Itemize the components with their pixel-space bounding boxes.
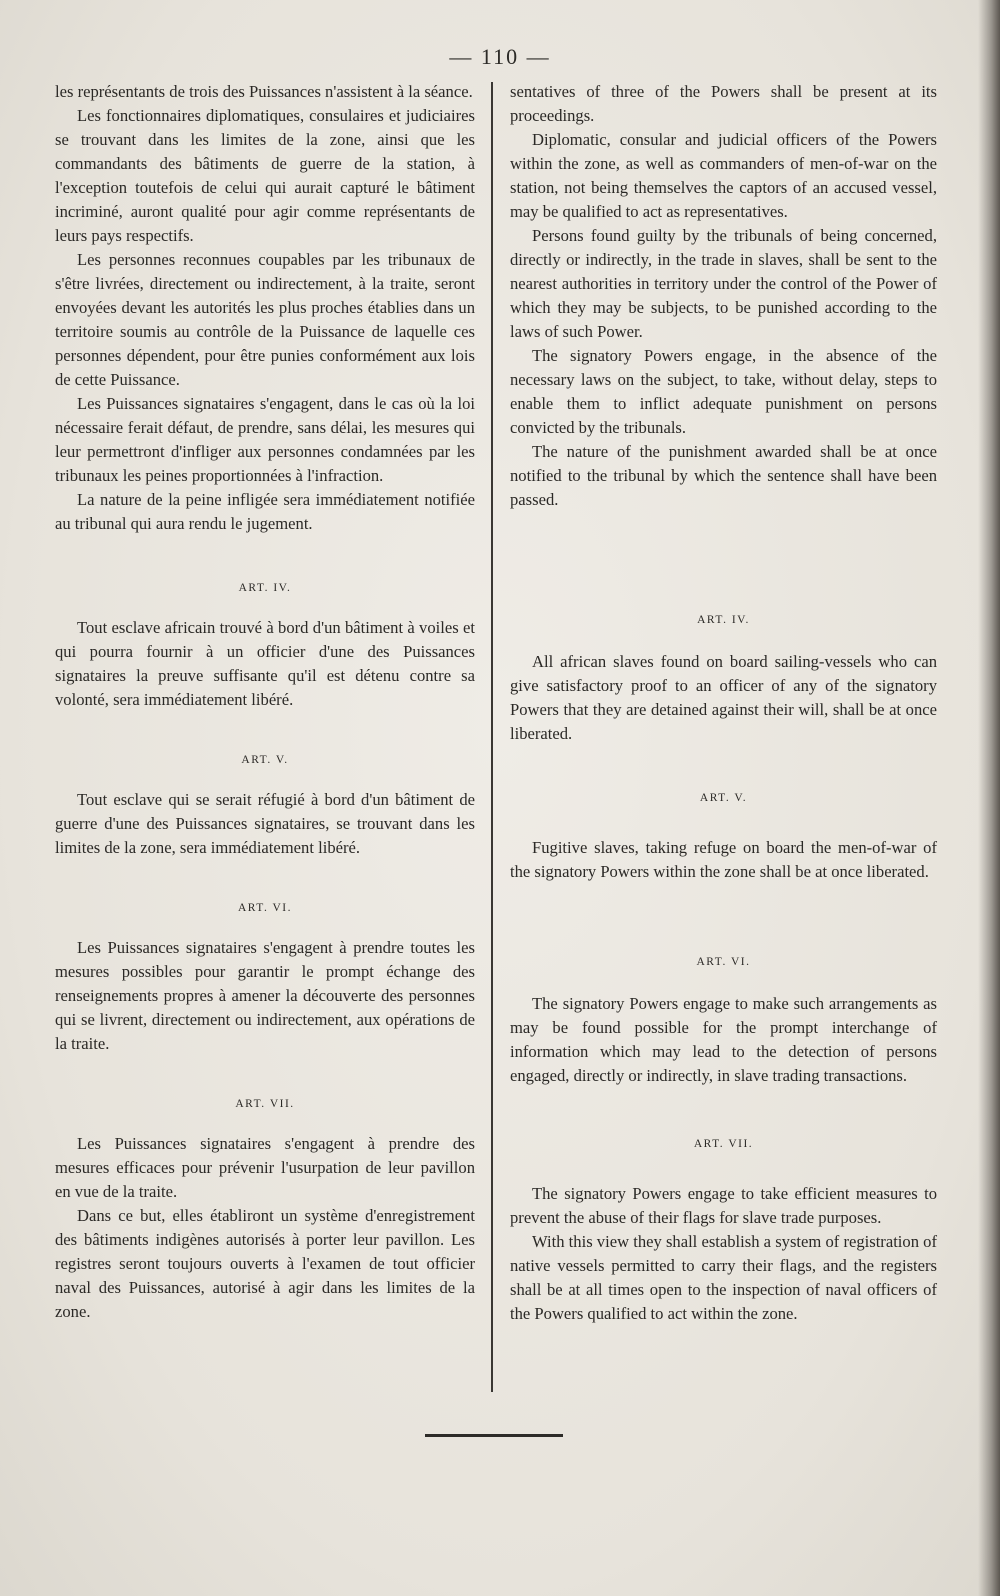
english-paragraph-1: sentatives of three of the Powers shall be present at its proceedings.: [510, 82, 937, 125]
english-article-7-heading: ART. VII.: [693, 1138, 754, 1150]
english-article-5-heading: ART. V.: [699, 792, 748, 804]
french-article-6-text: Les Puissances signataires s'engagent à prendre toutes les mesures possibles pour garantir le prompt échange des renseignements propres à amener la découverte des personnes qui se livrent, directement ou indirectement, aux opérations de la traite.: [55, 938, 475, 1053]
english-article-7-paragraph-1: The signatory Powers engage to take efficient measures to prevent the abuse of their flags for slave trade purposes.: [510, 1184, 937, 1227]
english-article-4-text: All african slaves found on board sailing-vessels who can give satisfactory proof to an officer of any of the signatory Powers that they are detained against their will, shall be at once liberated.: [510, 652, 937, 743]
french-paragraph-2: Les fonctionnaires diplomatiques, consulaires et judiciaires se trouvant dans les limites de la zone, ainsi que les commandants des bâtiments de guerre de la station, à l'exception toutefois de celui qui aurait capturé le bâtiment incriminé, auront qualité pour agir comme représentants de leurs pays respectifs.: [55, 106, 475, 245]
english-article-5-text: Fugitive slaves, taking refuge on board the men-of-war of the signatory Powers within the zone shall be at once liberated.: [510, 838, 937, 881]
english-column: [510, 80, 937, 1326]
french-paragraph-1: les représentants de trois des Puissances n'assistent à la séance.: [55, 82, 473, 101]
page-edge-shadow: [978, 0, 1000, 1596]
english-paragraph-4: The signatory Powers engage, in the absence of the necessary laws on the subject, to take, without delay, steps to enable them to inflict adequate punishment on persons convicted by the tribunals.: [510, 346, 937, 437]
english-article-7-paragraph-2: With this view they shall establish a system of registration of native vessels permitted to carry their flags, and the registers shall be at all times open to the inspection of naval officers of the Powers qualified to act within the zone.: [510, 1232, 937, 1323]
french-article-7-paragraph-1: Les Puissances signataires s'engagent à prendre des mesures efficaces pour prévenir l'usurpation de leur pavillon en vue de la traite.: [55, 1134, 475, 1201]
english-paragraph-2: Diplomatic, consular and judicial officers of the Powers within the zone, as well as commanders of men-of-war on the station, not being themselves the captors of an accused vessel, may be qualified to act as representatives.: [510, 130, 937, 221]
french-article-5-heading: ART. V.: [241, 754, 289, 766]
french-column: [55, 80, 475, 1324]
english-article-6-text: The signatory Powers engage to make such arrangements as may be found possible for the prompt interchange of information which may lead to the detection of persons engaged, directly or indirectly, in slave trading transactions.: [510, 994, 937, 1085]
french-paragraph-4: Les Puissances signataires s'engagent, dans le cas où la loi nécessaire ferait défaut, de prendre, sans délai, les mesures qui leur permettront d'infliger aux personnes condamnées par les tribunaux les peines proportionnées à l'infraction.: [55, 394, 475, 485]
english-article-4-heading: ART. IV.: [697, 614, 750, 626]
column-divider: [491, 82, 493, 1392]
french-article-4-heading: ART. IV.: [238, 582, 292, 594]
french-article-6-heading: ART. VI.: [237, 902, 292, 914]
page-number: — 110 —: [449, 44, 551, 69]
english-paragraph-5: The nature of the punishment awarded shall be at once notified to the tribunal by which the sentence shall have been passed.: [510, 442, 937, 509]
french-article-7-heading: ART. VII.: [235, 1098, 295, 1110]
french-article-5-text: Tout esclave qui se serait réfugié à bord d'un bâtiment de guerre d'une des Puissances signataires, se trouvant dans les limites de la zone, sera immédiatement libéré.: [55, 790, 475, 857]
english-article-6-heading: ART. VI.: [696, 956, 751, 968]
french-article-7-paragraph-2: Dans ce but, elles établiront un système d'enregistrement des bâtiments indigènes autorisés à porter leur pavillon. Les registres seront toujours ouverts à l'examen de tout officier naval des Puissances, autorisé à agir dans les limites de la zone.: [55, 1206, 475, 1321]
english-paragraph-3: Persons found guilty by the tribunals of being concerned, directly or indirectly, in the trade in slaves, shall be sent to the nearest authorities in territory under the control of the Power of which they may be subjects, to be punished according to the laws of such Power.: [510, 226, 937, 341]
closing-rule: [425, 1434, 563, 1437]
french-paragraph-3: Les personnes reconnues coupables par les tribunaux de s'être livrées, directement ou indirectement, à la traite, seront envoyées devant les autorités les plus proches établies dans un territoire soumis au contrôle de la Puissance de laquelle ces personnes dépendent, pour être punies conformément aux lois de cette Puissance.: [55, 250, 475, 389]
french-article-4-text: Tout esclave africain trouvé à bord d'un bâtiment à voiles et qui pourra fournir à un officier d'une des Puissances signataires la preuve suffisante qu'il est détenu contre sa volonté, sera immédiatement libéré.: [55, 618, 475, 709]
french-paragraph-5: La nature de la peine infligée sera immédiatement notifiée au tribunal qui aura rendu le jugement.: [55, 490, 475, 533]
